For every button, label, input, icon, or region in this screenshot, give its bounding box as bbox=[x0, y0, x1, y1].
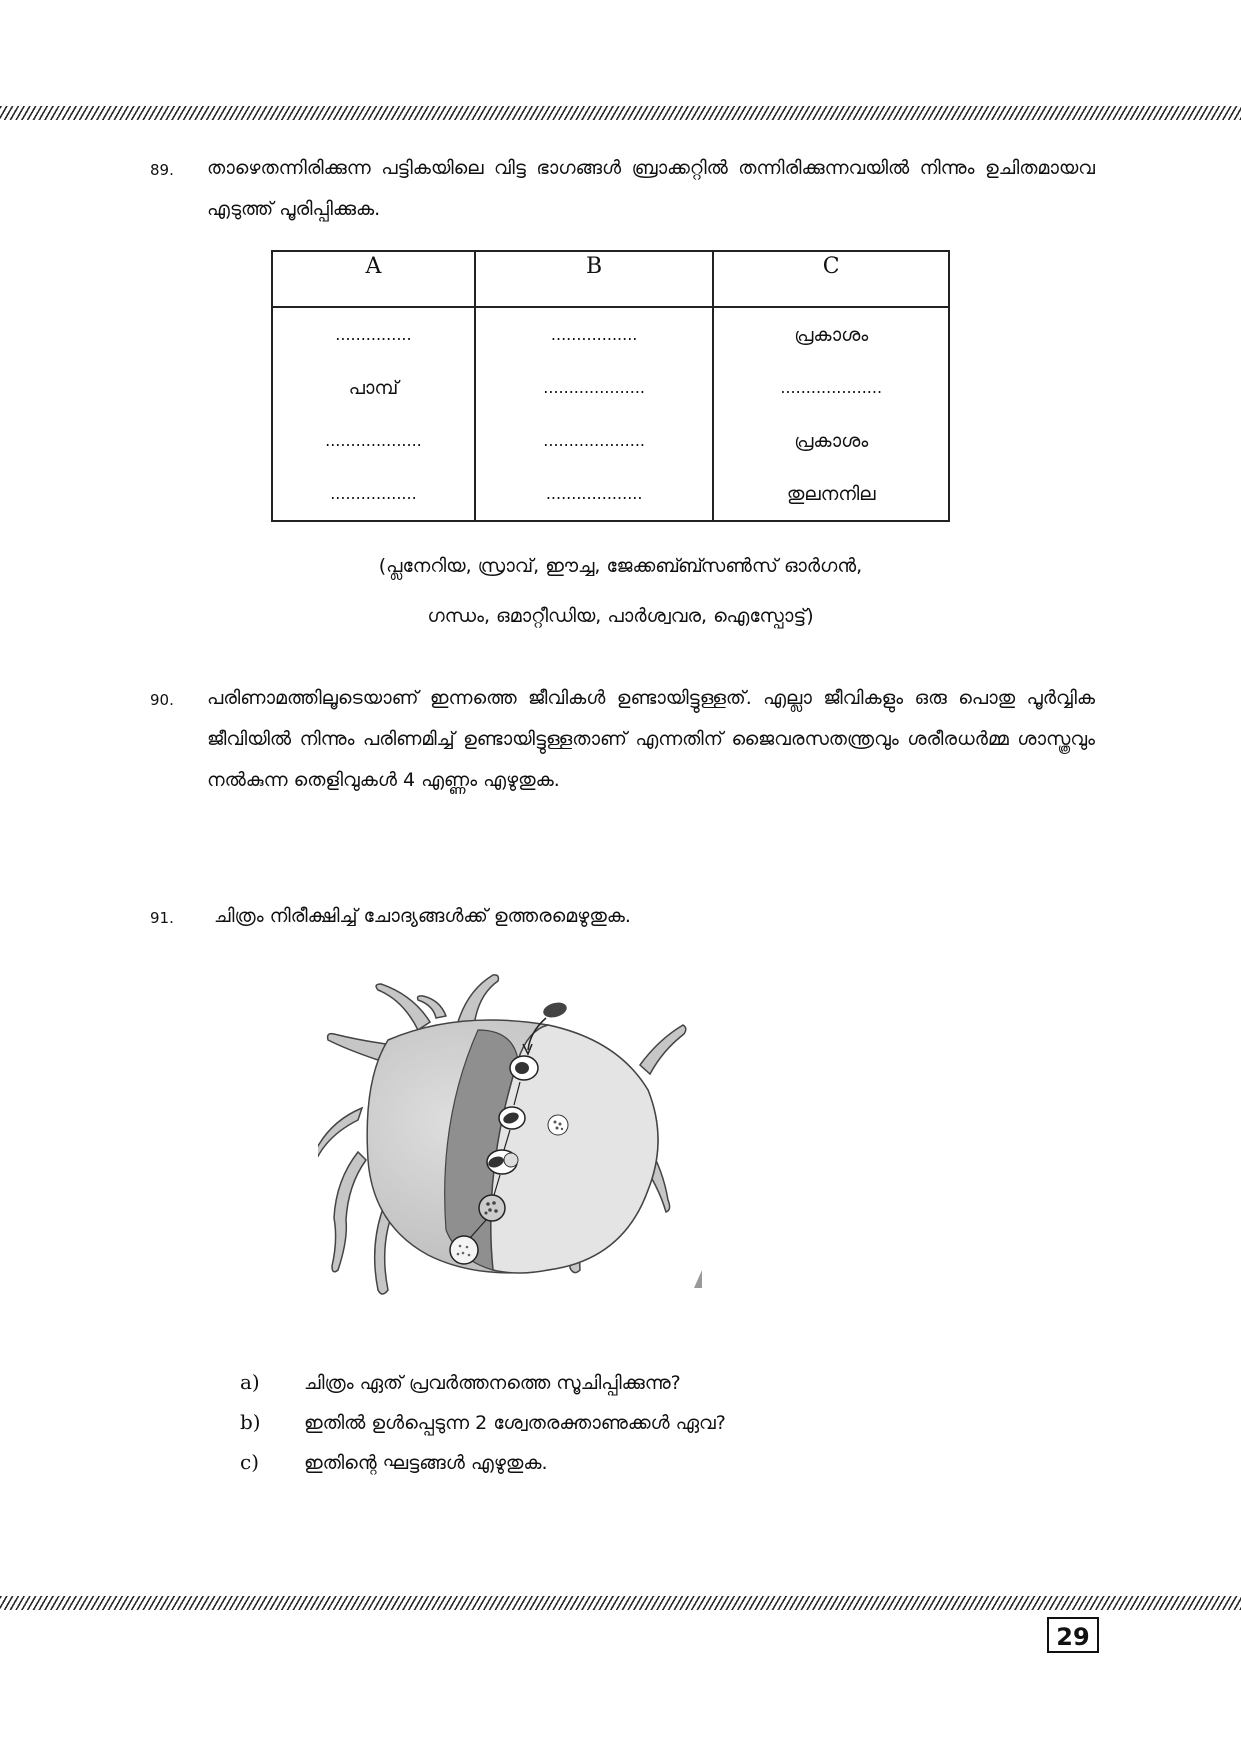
fill-in-table bbox=[271, 250, 950, 522]
question-91 bbox=[150, 896, 1095, 937]
header-b: B bbox=[475, 251, 714, 307]
cell: ................... bbox=[272, 414, 475, 467]
cell: .................... bbox=[475, 361, 714, 414]
header-c: C bbox=[713, 251, 949, 307]
table-row bbox=[272, 467, 949, 521]
cell: ................. bbox=[475, 307, 714, 361]
cell: പ്രകാശം bbox=[713, 414, 949, 467]
question-number: 90. bbox=[150, 691, 174, 709]
question-number: 89. bbox=[150, 161, 174, 179]
cell: പാമ്പ് bbox=[272, 361, 475, 414]
cell: .................... bbox=[475, 414, 714, 467]
header-a: A bbox=[272, 251, 475, 307]
question-text: പരിണാമത്തിലൂടെയാണ് ഇന്നത്തെ ജീവികൾ ഉണ്ടായിട്ടുള്ളത്. എല്ലാ ജീവികളും ഒരു പൊതു പൂർവ്വിക ജീവിയിൽ നിന്നും പരിണമിച്ച് ഉണ്ടായിട്ടുള്ളതാണ് എന്നതിന് ജൈവരസതന്ത്രവും ശരീരധർമ്മ ശാസ്ത്രവും നൽകുന്ന തെളിവുകൾ 4 എണ്ണം എഴുതുക. bbox=[207, 687, 1095, 791]
question-text: താഴെതന്നിരിക്കുന്ന പട്ടികയിലെ വിട്ട ഭാഗങ്ങൾ ബ്രാക്കറ്റിൽ തന്നിരിക്കുന്നവയിൽ നിന്നും ഉചിതമായവ എടുത്ത് പൂരിപ്പിക്കുക. bbox=[207, 157, 1095, 220]
subquestion-b bbox=[240, 1402, 726, 1443]
table-header-row bbox=[272, 251, 949, 307]
question-90 bbox=[150, 678, 1095, 801]
cell: ............... bbox=[272, 307, 475, 361]
subquestion-text: ഇതിൽ ഉൾപ്പെടുന്ന 2 ശ്വേതരക്താണുക്കൾ ഏവ? bbox=[304, 1412, 726, 1434]
subquestion-c bbox=[240, 1442, 548, 1483]
subquestion-a bbox=[240, 1362, 681, 1403]
phagocytosis-illustration bbox=[318, 970, 702, 1308]
options-line-1: (പ്ലനേറിയ, സ്രാവ്, ഈച്ച, ജേക്കബ്ബ്സൺസ് ഓർഗൻ, bbox=[378, 555, 863, 577]
question-89 bbox=[150, 148, 1095, 230]
top-stripe bbox=[0, 106, 1241, 120]
page-number: 29 bbox=[1047, 1617, 1099, 1653]
subquestion-text: ഇതിന്റെ ഘട്ടങ്ങൾ എഴുതുക. bbox=[304, 1452, 548, 1474]
table-row bbox=[272, 361, 949, 414]
subquestion-text: ചിത്രം ഏത് പ്രവർത്തനത്തെ സൂചിപ്പിക്കുന്നു? bbox=[304, 1372, 681, 1394]
subquestion-label: c) bbox=[240, 1450, 260, 1474]
question-text: ചിത്രം നിരീക്ഷിച്ച് ചോദ്യങ്ങൾക്ക് ഉത്തരമെഴുതുക. bbox=[214, 905, 631, 927]
cell: പ്രകാശം bbox=[713, 307, 949, 361]
table-row bbox=[272, 307, 949, 361]
bottom-stripe bbox=[0, 1596, 1241, 1610]
cell: ................... bbox=[475, 467, 714, 521]
cell: തുലനനില bbox=[713, 467, 949, 521]
cell: ................. bbox=[272, 467, 475, 521]
subquestion-label: b) bbox=[240, 1410, 261, 1434]
options-line-2: ഗന്ധം, ഒമാറ്റീഡിയ, പാർശ്വവര, ഐസ്പോട്ട്) bbox=[427, 605, 814, 627]
cell: .................... bbox=[713, 361, 949, 414]
subquestion-label: a) bbox=[240, 1370, 260, 1394]
question-number: 91. bbox=[150, 909, 174, 927]
table-row bbox=[272, 414, 949, 467]
